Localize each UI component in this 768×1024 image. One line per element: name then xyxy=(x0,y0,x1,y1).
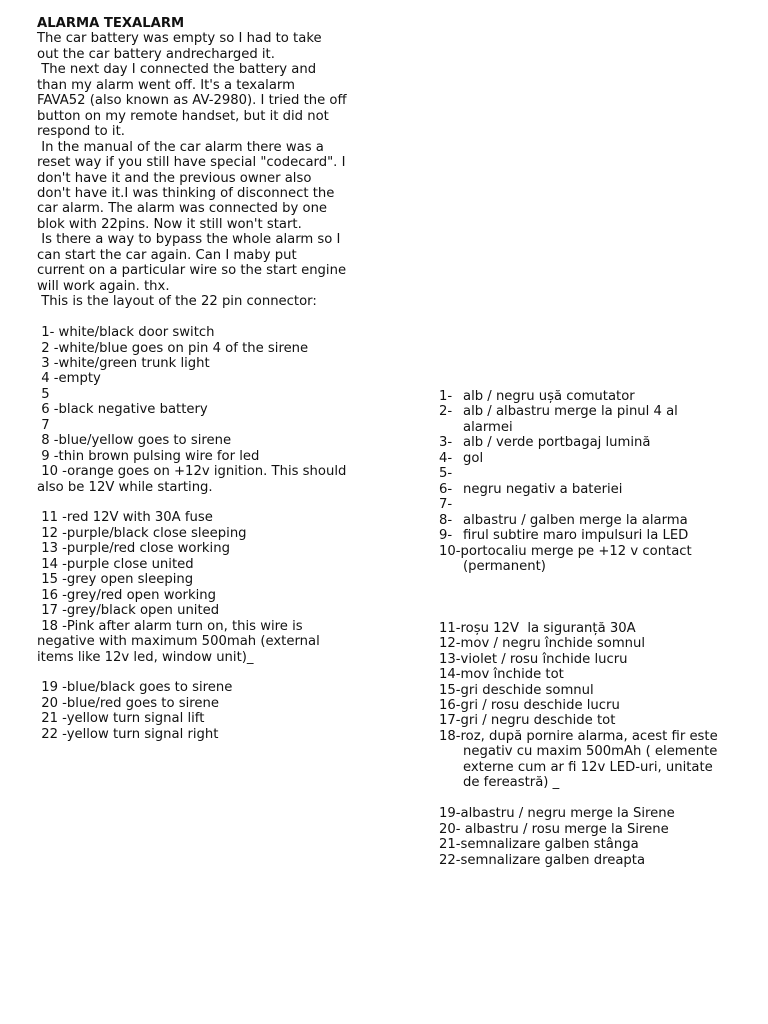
pin-number: 4- xyxy=(439,450,453,466)
paragraph-line: The next day I connected the battery and xyxy=(37,62,317,78)
ro-pin-item xyxy=(439,652,768,667)
pin-line: 1- white/black door switch xyxy=(37,325,215,341)
pin-description: roz, după pornire alarma, acest fir este xyxy=(460,728,718,744)
pin-description: semnalizare galben stânga xyxy=(460,837,639,853)
pin-number: 12- xyxy=(439,636,461,652)
pin-line: 4 -empty xyxy=(37,371,101,387)
spacer xyxy=(37,310,377,325)
ro-pin-item xyxy=(439,713,768,728)
pin-number: 8- xyxy=(439,512,453,528)
pin-number: 6- xyxy=(439,481,453,497)
pin-line: negative with maximum 500mah (external xyxy=(37,634,320,650)
ro-pin-item xyxy=(439,806,768,821)
pin-description: mov închide tot xyxy=(460,667,564,683)
paragraph-line: blok with 22pins. Now it still won't start. xyxy=(37,216,302,232)
pin-line: 22 -yellow turn signal right xyxy=(37,726,219,742)
paragraph-line: reset way if you still have special "codecard". I xyxy=(37,155,346,171)
pin-description: gri deschide somnul xyxy=(460,682,594,698)
pin-line: 8 -blue/yellow goes to sirene xyxy=(37,433,232,449)
pin-number: 19- xyxy=(439,806,461,822)
ro-pin-item xyxy=(439,528,768,543)
pin-number: 14- xyxy=(439,667,461,683)
pin-number: 13- xyxy=(439,651,461,667)
paragraph-line: car alarm. The alarm was connected by one xyxy=(37,201,328,217)
pin-line: 18 -Pink after alarm turn on, this wire is xyxy=(37,618,303,634)
spacer xyxy=(439,605,768,620)
pin-list-19-22 xyxy=(37,680,377,742)
ro-pin-item xyxy=(439,698,768,713)
pin-number: 22- xyxy=(439,852,461,868)
pin-description: gri / rosu deschide lucru xyxy=(460,698,620,714)
pin-number: 9- xyxy=(439,528,453,544)
pin-description-continued: (permanent) xyxy=(463,558,546,574)
pin-number: 15- xyxy=(439,682,461,698)
pin-line: 5 xyxy=(37,386,50,402)
ro-pin-item xyxy=(439,513,768,528)
spacer xyxy=(439,590,768,605)
pin-line: also be 12V while starting. xyxy=(37,479,213,495)
pin-number: 16- xyxy=(439,698,461,714)
ro-pin-item xyxy=(439,404,768,419)
paragraph-line: In the manual of the car alarm there was a xyxy=(37,139,324,155)
pin-line: 17 -grey/black open united xyxy=(37,603,220,619)
paragraph-line: will work again. thx. xyxy=(37,278,170,294)
pin-description: gri / negru deschide tot xyxy=(460,713,616,729)
ro-pin-item xyxy=(439,497,768,512)
pin-description-continued: de fereastră) _ xyxy=(463,775,560,791)
paragraph-line: don't have it and the previous owner also xyxy=(37,170,312,186)
pin-line: 3 -white/green trunk light xyxy=(37,355,210,371)
pin-description: firul subtire maro impulsuri la LED xyxy=(463,528,689,544)
pin-number: 20- xyxy=(439,821,461,837)
english-column xyxy=(37,16,377,742)
pin-description: mov / negru închide somnul xyxy=(460,636,646,652)
paragraph-line: than my alarm went off. It's a texalarm xyxy=(37,77,295,93)
pin-number: 3- xyxy=(439,435,453,451)
ro-pin-item xyxy=(439,667,768,682)
pin-description: albastru / rosu merge la Sirene xyxy=(460,821,669,837)
pin-description: negru negativ a bateriei xyxy=(463,481,623,497)
paragraph-line: button on my remote handset, but it did not xyxy=(37,108,329,124)
pin-line: 11 -red 12V with 30A fuse xyxy=(37,510,213,526)
ro-pin-item xyxy=(439,729,768,744)
pin-description: portocaliu merge pe +12 v contact xyxy=(460,543,692,559)
pin-line: 16 -grey/red open working xyxy=(37,587,217,603)
pin-number: 7- xyxy=(439,497,453,513)
pin-number: 17- xyxy=(439,713,461,729)
pin-number: 11- xyxy=(439,620,461,636)
pin-line: 9 -thin brown pulsing wire for led xyxy=(37,448,260,464)
pin-line: 19 -blue/black goes to sirene xyxy=(37,680,233,696)
pin-number: 1- xyxy=(439,389,453,404)
ro-pin-list-19-22 xyxy=(439,806,768,868)
spacer xyxy=(37,665,377,680)
pin-line: 7 xyxy=(37,417,50,433)
ro-pin-item xyxy=(439,482,768,497)
pin-line: 14 -purple close united xyxy=(37,556,194,572)
ro-pin-item xyxy=(439,466,768,481)
paragraph-line: out the car battery andrecharged it. xyxy=(37,46,275,62)
pin-description: albastru / galben merge la alarma xyxy=(463,512,688,528)
pin-line: 12 -purple/black close sleeping xyxy=(37,525,247,541)
paragraph-line: don't have it.I was thinking of disconnect the xyxy=(37,185,335,201)
pin-line: 21 -yellow turn signal lift xyxy=(37,711,205,727)
pin-line: 15 -grey open sleeping xyxy=(37,572,194,588)
pin-line: items like 12v led, window unit)_ xyxy=(37,649,254,665)
pin-line: 6 -black negative battery xyxy=(37,402,208,418)
paragraph-line: current on a particular wire so the start engine xyxy=(37,263,347,279)
spacer xyxy=(439,574,768,589)
ro-pin-item xyxy=(439,451,768,466)
pin-description-continued: alarmei xyxy=(463,419,513,435)
spacer xyxy=(37,495,377,510)
pin-description-continued: negativ cu maxim 500mAh ( elemente xyxy=(463,744,718,760)
paragraph-line: Is there a way to bypass the whole alarm so I xyxy=(37,232,341,248)
pin-description: violet / rosu închide lucru xyxy=(460,651,628,667)
pin-number: 10- xyxy=(439,543,461,559)
romanian-column xyxy=(439,389,768,868)
ro-pin-list-11-18 xyxy=(439,621,768,791)
pin-description-continued: externe cum ar fi 12v LED-uri, unitate xyxy=(463,759,713,775)
intro-paragraphs xyxy=(37,31,377,309)
pin-list-11-18 xyxy=(37,510,377,665)
pin-description: alb / verde portbagaj lumină xyxy=(463,435,651,451)
pin-number: 5- xyxy=(439,466,453,482)
document-title: ALARMA TEXALARM xyxy=(37,16,185,31)
pin-number: 2- xyxy=(439,404,453,420)
ro-pin-item xyxy=(439,822,768,837)
pin-description: alb / albastru merge la pinul 4 al xyxy=(463,404,678,420)
ro-pin-item xyxy=(439,621,768,636)
ro-pin-list-1-10 xyxy=(439,389,768,574)
paragraph-line: The car battery was empty so I had to take xyxy=(37,31,322,47)
pin-line: 10 -orange goes on +12v ignition. This should xyxy=(37,464,347,480)
pin-number: 18- xyxy=(439,728,461,744)
ro-pin-item xyxy=(439,544,768,559)
paragraph-line: FAVA52 (also known as AV-2980). I tried the off xyxy=(37,93,347,109)
pin-number: 21- xyxy=(439,837,461,853)
pin-description: alb / negru ușă comutator xyxy=(463,389,635,404)
paragraph-line: This is the layout of the 22 pin connector: xyxy=(37,294,317,310)
pin-line: 13 -purple/red close working xyxy=(37,541,230,557)
ro-pin-item xyxy=(439,389,768,404)
pin-description: semnalizare galben dreapta xyxy=(460,852,646,868)
ro-pin-item xyxy=(439,683,768,698)
spacer xyxy=(439,791,768,806)
pin-line: 2 -white/blue goes on pin 4 of the sirene xyxy=(37,340,309,356)
pin-description: roșu 12V la siguranță 30A xyxy=(460,620,636,636)
pin-description: albastru / negru merge la Sirene xyxy=(460,806,675,822)
ro-pin-item xyxy=(439,435,768,450)
pin-line: 20 -blue/red goes to sirene xyxy=(37,695,219,711)
ro-pin-item xyxy=(439,853,768,868)
paragraph-line: can start the car again. Can I maby put xyxy=(37,247,297,263)
paragraph-line: respond to it. xyxy=(37,124,125,140)
pin-list-1-10 xyxy=(37,325,377,495)
ro-pin-item xyxy=(439,636,768,651)
pin-description: gol xyxy=(463,450,484,466)
ro-pin-item xyxy=(439,837,768,852)
